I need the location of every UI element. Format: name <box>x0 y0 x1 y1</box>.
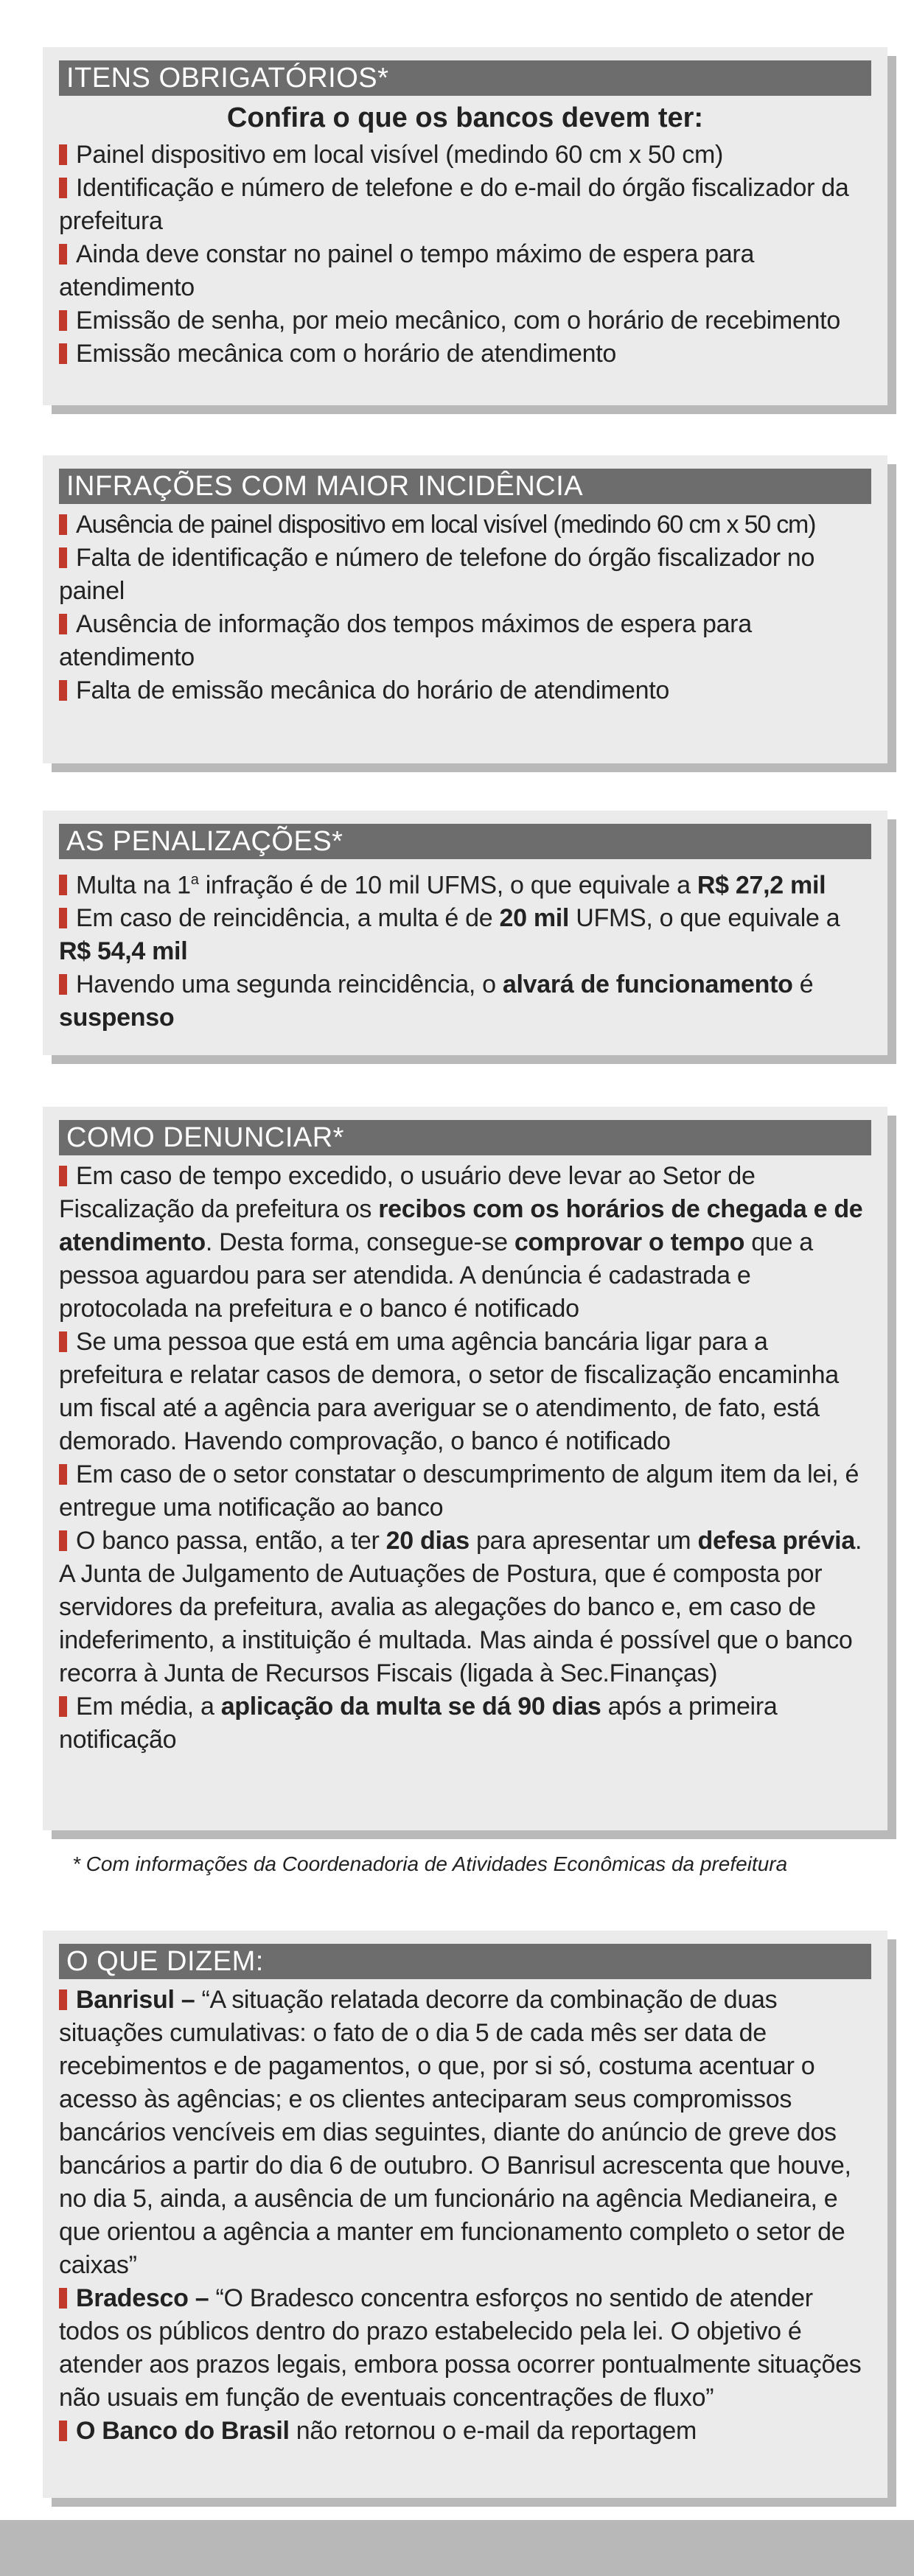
itens-obrigatorios-box <box>43 47 887 405</box>
list-item: Em caso de reincidência, a multa é de 20 mil UFMS, o que equivale a R$ 54,4 mil <box>59 904 840 966</box>
statement-banrisul: Banrisul – “A situação relatada decorre da combinação de duas situações cumulativas: o fato de o dia 5 de cada mês ser data de recebimentos e de pagamentos, o que, por si só, costuma acentuar o acesso às agências; e os clientes anteciparam seus compromissos bancários vencíveis em dias seguintes, diante do anúncio de greve dos bancários a partir do dia 6 de outubro. O Banrisul acrescenta que houve, no dia 5, ainda, a ausência de um funcionário na agência Medianeira, e que orientou a agência a manter em funcionamento completo o setor de caixas” <box>59 1986 851 2279</box>
bullet-icon <box>59 1331 67 1352</box>
list-item: Em caso de o setor constatar o descumprimento de algum item da lei, é entregue uma notificação ao banco <box>59 1460 859 1522</box>
statement-bradesco: Bradesco – “O Bradesco concentra esforços no sentido de atender todos os públicos dentro do prazo estabelecido pela lei. O objetivo é atender aos prazos legais, embora possa ocorrer pontualmente situações não usuais em função de eventuais concentrações de fluxo” <box>59 2284 862 2412</box>
bullet-icon <box>59 1530 67 1551</box>
bullet-icon <box>59 1464 67 1485</box>
bullet-icon <box>59 2421 67 2441</box>
como-denunciar-title: COMO DENUNCIAR* <box>59 1120 871 1155</box>
list-item: O banco passa, então, a ter 20 dias para apresentar um defesa prévia. A Junta de Julgamento de Autuações de Postura, que é composta por servidores da prefeitura, avalia as alegações do banco e, em caso de indeferimento, a instituição é multada. Mas ainda é possível que o banco recorra à Junta de Recursos Fiscais (ligada à Sec.Finanças) <box>59 1527 862 1687</box>
bullet-icon <box>59 343 67 364</box>
list-item: Emissão mecânica com o horário de atendimento <box>59 337 871 371</box>
bullet-icon <box>59 144 67 165</box>
list-item: Em caso de tempo excedido, o usuário deve levar ao Setor de Fiscalização da prefeitura os recibos com os horários de chegada e de atendimento. Desta forma, consegue-se comprovar o tempo que a pessoa aguardou para ser atendida. A denúncia é cadastrada e protocolada na prefeitura e o banco é notificado <box>59 1162 863 1323</box>
bottom-bar <box>0 2520 914 2576</box>
list-item: Emissão de senha, por meio mecânico, com o horário de recebimento <box>59 304 871 337</box>
bullet-icon <box>59 1166 67 1186</box>
statement-banco-do-brasil: O Banco do Brasil não retornou o e-mail da reportagem <box>59 2415 871 2448</box>
list-item: Ausência de painel dispositivo em local visível (medindo 60 cm x 50 cm) <box>59 508 871 542</box>
list-item: Ausência de informação dos tempos máximos de espera para atendimento <box>59 610 752 671</box>
list-item: Ainda deve constar no painel o tempo máximo de espera para atendimento <box>59 240 755 301</box>
penalizacoes-title: AS PENALIZAÇÕES* <box>59 824 871 859</box>
itens-obrigatorios-title: ITENS OBRIGATÓRIOS* <box>59 60 871 96</box>
bullet-icon <box>59 514 67 535</box>
bullet-icon <box>59 908 67 928</box>
bullet-icon <box>59 547 67 568</box>
bullet-icon <box>59 178 67 198</box>
itens-obrigatorios-subtitle: Confira o que os bancos devem ter: <box>226 102 704 133</box>
bullet-icon <box>59 614 67 634</box>
list-item: Em média, a aplicação da multa se dá 90 dias após a primeira notificação <box>59 1693 778 1754</box>
o-que-dizem-title: O QUE DIZEM: <box>59 1944 871 1979</box>
penalizacoes-box <box>43 811 887 1055</box>
list-item: Identificação e número de telefone e do e-mail do órgão fiscalizador da prefeitura <box>59 174 849 235</box>
infracoes-box <box>43 455 887 763</box>
footnote: * Com informações da Coordenadoria de Atividades Econômicas da prefeitura <box>72 1852 788 1875</box>
bullet-icon <box>59 1989 67 2010</box>
list-item: Falta de identificação e número de telefone do órgão fiscalizador no painel <box>59 544 815 605</box>
list-item: Havendo uma segunda reincidência, o alvará de funcionamento é suspenso <box>59 970 814 1032</box>
como-denunciar-box <box>43 1107 887 1830</box>
bullet-icon <box>59 310 67 331</box>
bullet-icon <box>59 244 67 265</box>
bullet-icon <box>59 974 67 995</box>
list-item: Se uma pessoa que está em uma agência bancária ligar para a prefeitura e relatar casos de demora, o setor de fiscalização encaminha um fiscal até a agência para averiguar se o atendimento, de fato, está demorado. Havendo comprovação, o banco é notificado <box>59 1328 839 1455</box>
bullet-icon <box>59 680 67 701</box>
infracoes-title: INFRAÇÕES COM MAIOR INCIDÊNCIA <box>59 469 871 504</box>
bullet-icon <box>59 1696 67 1717</box>
o-que-dizem-box <box>43 1931 887 2498</box>
list-item: Multa na 1$^a$ infração é de 10 mil UFMS, o que equivale a R$ 27,2 mil <box>59 864 871 902</box>
bullet-icon <box>59 875 67 895</box>
list-item: Painel dispositivo em local visível (medindo 60 cm x 50 cm) <box>59 139 871 172</box>
list-item: Falta de emissão mecânica do horário de atendimento <box>59 674 871 707</box>
bullet-icon <box>59 2288 67 2309</box>
